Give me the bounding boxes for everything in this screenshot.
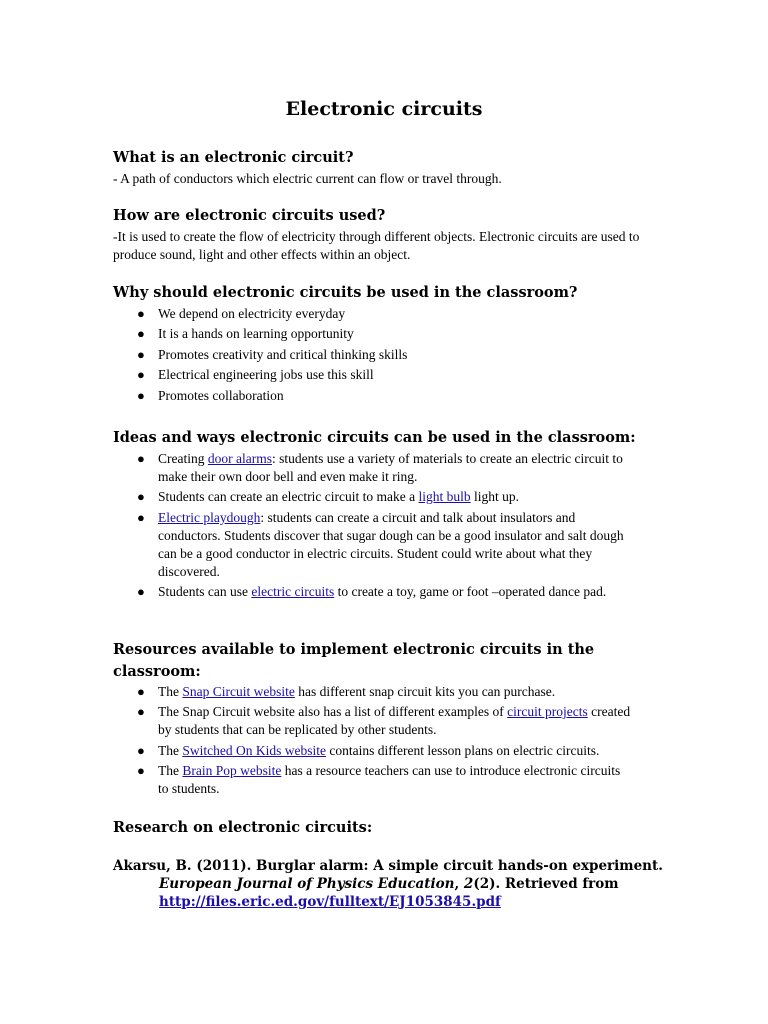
journal-title: European Journal of Physics Education (159, 876, 455, 892)
list-item: ● The Snap Circuit website also has a list of different examples of circuit projects created by students that can be replicated by other students. (137, 704, 631, 738)
definition-text: - A path of conductors which electric current can flow or travel through. (113, 171, 502, 186)
bullet-icon: ● (137, 387, 145, 403)
circuit-projects-link[interactable]: circuit projects (507, 704, 588, 720)
list-item: ● Creating door alarms: students use a variety of materials to create an electric circuit to make their own door bell and even make it ring. (137, 451, 623, 484)
bullet-icon: ● (137, 489, 145, 505)
heading-what-is-circuit: What is an electronic circuit? (113, 149, 354, 166)
bullet-icon: ● (137, 509, 145, 525)
list-item: ● The Switched On Kids website contains different lesson plans on electric circuits. (137, 742, 600, 758)
bullet-icon: ● (137, 451, 145, 466)
heading-how-used: How are electronic circuits used? (113, 207, 386, 224)
bullet-icon: ● (137, 763, 145, 779)
document-title: Electronic circuits (285, 98, 483, 120)
list-item: ● It is a hands on learning opportunity (137, 326, 354, 342)
bullet-icon: ● (137, 326, 145, 342)
resources-list (113, 683, 633, 801)
volume-number: 2 (463, 876, 474, 892)
list-item: ● Students can use electric circuits to create a toy, game or foot –operated dance pad. (137, 584, 607, 600)
bullet-icon: ● (137, 742, 145, 758)
bullet-icon: ● (137, 346, 145, 362)
heading-research: Research on electronic circuits: (113, 819, 373, 836)
ideas-list (113, 450, 633, 604)
list-item: ● Students can create an electric circuit to make a light bulb light up. (137, 489, 520, 505)
bullet-icon: ● (137, 704, 145, 720)
light-bulb-link[interactable]: light bulb (418, 489, 471, 505)
bullet-icon: ● (137, 584, 145, 600)
list-item: ● Electric playdough: students can create a circuit and talk about insulators and conductors. Students discover that sugar dough can be a good insulator and salt dough can be a good conductor in electric circuits. Student could write about what they discovered. (137, 509, 624, 579)
usage-text: -It is used to create the flow of electricity through different objects. Electronic circuits are used to produce sound, light and other effects within an object. (113, 229, 640, 262)
brain-pop-link[interactable]: Brain Pop website (182, 763, 282, 779)
electric-playdough-link[interactable]: Electric playdough (158, 509, 261, 525)
list-item: ● The Snap Circuit website has different snap circuit kits you can purchase. (137, 684, 556, 699)
electric-circuits-link[interactable]: electric circuits (251, 584, 335, 600)
reasons-list (113, 305, 633, 407)
heading-resources: Resources available to implement electronic circuits in the classroom: (113, 641, 595, 680)
list-item: ● Promotes creativity and critical thinking skills (137, 346, 408, 362)
switched-on-kids-link[interactable]: Switched On Kids website (182, 742, 326, 758)
heading-ideas: Ideas and ways electronic circuits can be used in the classroom: (113, 429, 636, 446)
list-item: ● Electrical engineering jobs use this skill (137, 367, 374, 383)
reference-url-link[interactable]: http://files.eric.ed.gov/fulltext/EJ1053845.pdf (159, 894, 501, 910)
reference-entry: Akarsu, B. (2011). Burglar alarm: A simple circuit hands-on experiment. European Journal of Physics Education, 2(2). Retrieved from http://files.eric.ed.gov/fulltext/EJ1053845.pdf (113, 858, 663, 910)
bullet-icon: ● (137, 684, 145, 699)
door-alarms-link[interactable]: door alarms (207, 451, 272, 466)
list-item: ● We depend on electricity everyday (137, 306, 346, 321)
list-item: ● The Brain Pop website has a resource teachers can use to introduce electronic circuits to students. (137, 763, 621, 797)
bullet-icon: ● (137, 306, 145, 321)
heading-why-classroom: Why should electronic circuits be used in the classroom? (113, 284, 578, 301)
list-item: ● Promotes collaboration (137, 387, 284, 403)
bullet-icon: ● (137, 367, 145, 383)
snap-circuit-website-link[interactable]: Snap Circuit website (182, 684, 295, 699)
